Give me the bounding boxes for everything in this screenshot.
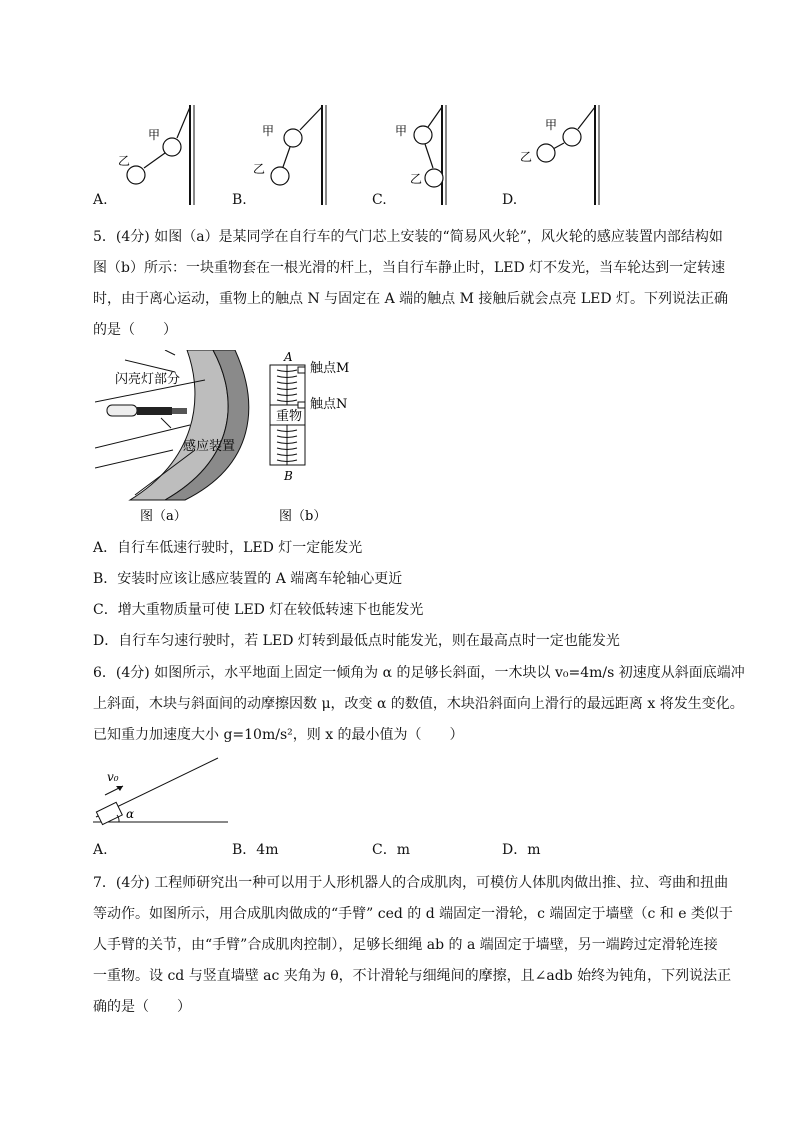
q5-fig-a-flash-label: 闪亮灯部分: [115, 372, 181, 387]
q6-v0-label: v₀: [107, 770, 119, 784]
q4-option-b[interactable]: B.: [232, 192, 247, 208]
q5-fig-b-m-label: 触点M: [310, 361, 350, 376]
q5-fig-b-n-label: 触点N: [310, 397, 348, 412]
q5-option-c[interactable]: C．增大重物质量可使 LED 灯在较低转速下也能发光: [93, 602, 424, 618]
q5-stem-line-2: 图（b）所示：一块重物套在一根光滑的杆上，当自行车静止时，LED 灯不发光，当车轮达到一定转速: [93, 260, 726, 276]
q5-fig-a-caption: 图（a）: [140, 509, 187, 524]
q4-option-a[interactable]: A.: [93, 192, 108, 208]
q5-fig-b-weight-label: 重物: [276, 409, 303, 424]
q4-option-d[interactable]: D.: [502, 192, 518, 208]
q6-stem-line-3: 已知重力加速度大小 g=10m/s²，则 x 的最小值为（ ）: [93, 727, 464, 743]
q6-option-a[interactable]: A.: [93, 842, 108, 858]
q4-b-jia-label: 甲: [262, 124, 275, 138]
q7-stem-line-4: 一重物。设 cd 与竖直墙壁 ac 夹角为 θ，不计滑轮与细绳间的摩擦，且∠adb 始终为钝角，下列说法正: [93, 968, 732, 984]
q4-figure-set: [90, 95, 710, 215]
q5-option-b[interactable]: B．安装时应该让感应装置的 A 端离车轮轴心更近: [93, 571, 403, 587]
q4-figure-b: [253, 105, 326, 205]
q5-stem-line-1: 5．(4分) 如图（a）是某同学在自行车的气门芯上安装的“简易风火轮”，风火轮的感应装置内部结构如: [93, 229, 723, 245]
q7-stem-line-1: 7．(4分) 工程师研究出一种可以用于人形机器人的合成肌肉，可模仿人体肌肉做出推、拉、弯曲和扭曲: [93, 875, 729, 891]
q5-stem-line-3: 时，由于离心运动，重物上的触点 N 与固定在 A 端的触点 M 接触后就会点亮 LED 灯。下列说法正确: [93, 291, 729, 307]
q4-b-yi-label: 乙: [253, 162, 266, 176]
q5-fig-b-caption: 图（b）: [279, 509, 327, 524]
q4-a-jia-label: 甲: [148, 128, 161, 142]
q5-fig-a-sensor-label: 感应装置: [183, 439, 236, 454]
q5-option-d[interactable]: D．自行车匀速行驶时，若 LED 灯转到最低点时能发光，则在最高点时一定也能发光: [93, 633, 620, 649]
q5-stem-line-4: 的是（ ）: [93, 322, 177, 338]
q7-stem-line-5: 确的是（ ）: [93, 999, 191, 1015]
q4-c-yi-label: 乙: [410, 172, 423, 186]
q5-figure-a: [95, 350, 255, 530]
q5-figure-b: [265, 350, 375, 530]
q5-fig-b-a-label: A: [284, 350, 293, 364]
q4-option-c[interactable]: C.: [372, 192, 387, 208]
q6-option-c[interactable]: C．m: [372, 842, 410, 858]
q6-option-b[interactable]: B．4m: [232, 842, 279, 858]
q4-a-yi-label: 乙: [118, 154, 131, 168]
q6-option-d[interactable]: D．m: [502, 842, 541, 858]
q5-fig-b-b-label: B: [284, 469, 293, 483]
q4-c-jia-label: 甲: [395, 124, 408, 138]
q4-figures: [90, 95, 710, 215]
q4-d-jia-label: 甲: [545, 118, 558, 132]
q6-incline-figure: [93, 755, 233, 827]
q4-d-yi-label: 乙: [520, 150, 533, 164]
q4-figure-c: [395, 105, 446, 205]
q6-stem-line-2: 上斜面，木块与斜面间的动摩擦因数 μ，改变 α 的数值，木块沿斜面向上滑行的最远距离 x 将发生变化。: [93, 696, 744, 712]
q5-option-a[interactable]: A．自行车低速行驶时，LED 灯一定能发光: [93, 540, 363, 556]
q7-stem-line-3: 人手臂的关节，由“手臂”合成肌肉控制），足够长细绳 ab 的 a 端固定于墙壁，另一端跨过定滑轮连接: [93, 937, 718, 953]
q6-stem-line-1: 6．(4分) 如图所示，水平地面上固定一倾角为 α 的足够长斜面，一木块以 v₀=4m/s 初速度从斜面底端冲: [93, 665, 745, 681]
q4-figure-d: [520, 105, 599, 205]
q4-figure-a: [118, 105, 194, 205]
q6-alpha-label: α: [126, 807, 135, 821]
q7-stem-line-2: 等动作。如图所示，用合成肌肉做成的“手臂” ced 的 d 端固定一滑轮，c 端固定于墙壁（c 和 e 类似于: [93, 906, 733, 922]
